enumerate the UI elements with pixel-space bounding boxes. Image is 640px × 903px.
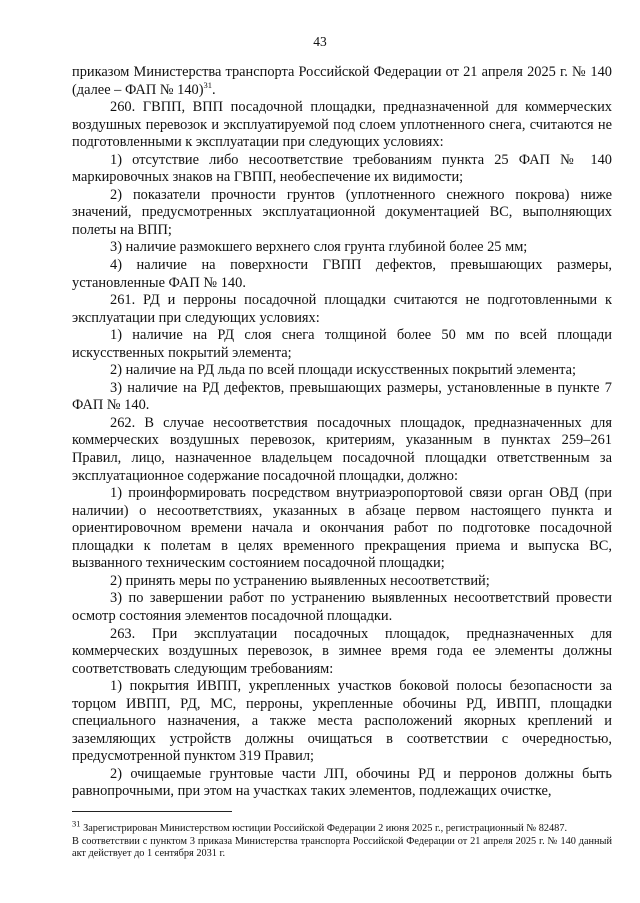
- paragraph-text: 263. При эксплуатации посадочных площадок, предназначенных для коммерческих воздушных перевозок, в зимнее время года ее элементы должны соответствовать следующим требованиям:: [72, 625, 612, 677]
- paragraph: [72, 152, 612, 187]
- paragraph-text: приказом Министерства транспорта Российской Федерации от 21 апреля 2025 г. № 140 (далее – ФАП № 140): [72, 64, 612, 98]
- paragraph: [72, 415, 612, 485]
- paragraph: [72, 64, 612, 99]
- paragraph-text: 262. В случае несоответствия посадочных площадок, предназначенных для коммерческих воздушных перевозок, критериям, указанным в пунктах 259–261 Правил, лицо, назначенное владельцем посадочной площадки ответственным за эксплуатационное содержание посадочной площадки, должно:: [72, 414, 612, 484]
- paragraph-text: 2) показатели прочности грунтов (уплотненного снежного покрова) ниже значений, предусмотренных эксплуатационной документацией ВС, выполняющих полеты на ВПП;: [72, 186, 612, 238]
- paragraph-text: 3) наличие размокшего верхнего слоя грунта глубиной более 25 мм;: [110, 239, 528, 256]
- paragraph-text: 1) отсутствие либо несоответствие требованиям пункта 25 ФАП № 140 маркировочных знаков на ГВПП, необеспечение их видимости;: [72, 151, 612, 186]
- paragraph-text: 261. РД и перроны посадочной площадки считаются не подготовленными к эксплуатации при следующих условиях:: [72, 292, 612, 326]
- paragraph: [72, 362, 612, 380]
- paragraph: [72, 626, 612, 679]
- paragraph-text: 2) принять меры по устранению выявленных несоответствий;: [110, 572, 490, 589]
- page-number: 43: [313, 34, 327, 49]
- paragraph-text: 2) наличие на РД льда по всей площади искусственных покрытий элемента;: [110, 362, 576, 379]
- paragraph-text: 3) по завершении работ по устранению выявленных несоответствий провести осмотр состояния элементов посадочной площадки.: [72, 590, 612, 624]
- paragraph: [72, 257, 612, 292]
- paragraph: [72, 766, 612, 801]
- paragraph: [72, 187, 612, 240]
- paragraph-text: 3) наличие на РД дефектов, превышающих размеры, установленные в пункте 7 ФАП № 140.: [72, 379, 612, 414]
- paragraph: [72, 485, 612, 573]
- footnote-separator: [72, 811, 232, 812]
- paragraph-text: 1) покрытия ИВПП, укрепленных участков боковой полосы безопасности за торцом ИВПП, РД, МС, перроны, укрепленные обочины РД, ИВПП, площадки специального назначения, а также места расположений якорных креплений и заземляющих устройств должны очищаться в соответствии с очередностью, предусмотренной пунктом 319 Правил;: [72, 678, 612, 765]
- paragraph-text: 1) наличие на РД слоя снега толщиной более 50 мм по всей площади искусственных покрытий элемента;: [72, 327, 612, 361]
- paragraph: [72, 380, 612, 415]
- paragraph-text: 2) очищаемые грунтовые части ЛП, обочины РД и перронов должны быть равнопрочными, при этом на участках таких элементов, подлежащих очистке,: [72, 765, 612, 800]
- footnote-reference: 31: [203, 79, 213, 90]
- paragraph-tail: .: [212, 81, 216, 98]
- paragraph: [72, 99, 612, 152]
- paragraph-text: 1) проинформировать посредством внутриаэропортовой связи орган ОВД (при наличии) о несоответствиях, указанных в абзаце первом настоящего пункта и ориентировочном времени начала и окончания работ по подготовке посадочной площадки к полетам в целях временного прекращения приема и выпуска ВС, вызванного техническим состоянием посадочной площадки;: [72, 485, 612, 572]
- paragraph: [72, 327, 612, 362]
- paragraph: [72, 239, 612, 257]
- body-text: [72, 64, 612, 801]
- paragraph: [72, 590, 612, 625]
- footnote-line-1: [72, 818, 612, 836]
- footnote-marker: 31: [72, 818, 81, 829]
- footnote: [72, 818, 612, 861]
- paragraph-text: 260. ГВПП, ВПП посадочной площадки, предназначенной для коммерческих воздушных перевозок и эксплуатируемой под слоем уплотненного снега, считаются не подготовленными к эксплуатации при следующих условиях:: [72, 99, 612, 151]
- paragraph: [72, 573, 612, 591]
- paragraph-text: 4) наличие на поверхности ГВПП дефектов, превышающих размеры, установленные ФАП № 140.: [72, 257, 612, 291]
- paragraph: [72, 292, 612, 327]
- footnote-line-2: В соответствии с пунктом 3 приказа Министерства транспорта Российской Федерации от 21 апреля 2025 г. № 140 данный акт действует до 1 сентября 2031 г.: [72, 835, 612, 860]
- paragraph: [72, 678, 612, 766]
- footnote-text-1: Зарегистрирован Министерством юстиции Российской Федерации 2 июня 2025 г., регистрационный № 82487.: [83, 823, 568, 834]
